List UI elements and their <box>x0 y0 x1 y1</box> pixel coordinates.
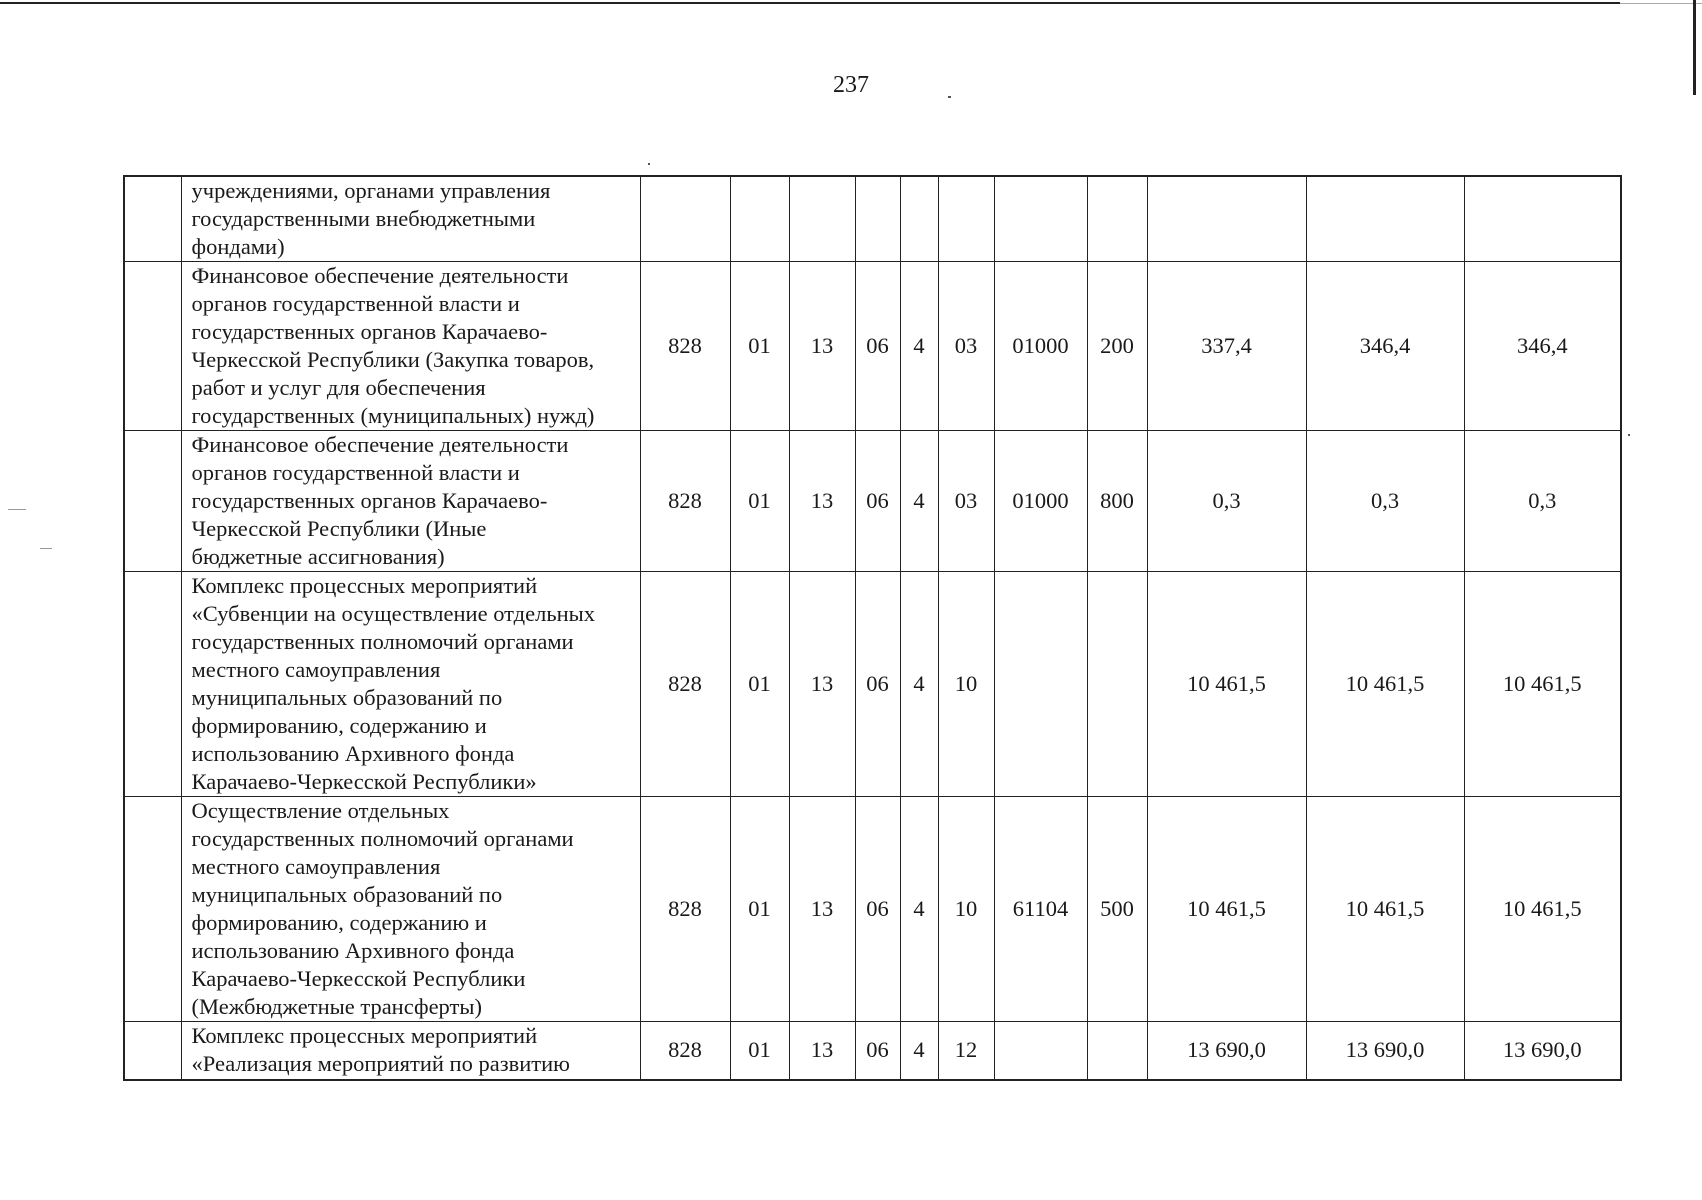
amount-year-1-cell: 337,4 <box>1147 262 1306 431</box>
amount-year-2-cell: 10 461,5 <box>1306 797 1464 1022</box>
subsection-code-cell: 13 <box>789 431 855 572</box>
row-number-cell <box>124 176 181 262</box>
item-name-line: органов государственной власти и <box>191 460 520 485</box>
subsection-code-cell: 13 <box>789 262 855 431</box>
item-name-cell <box>181 176 640 262</box>
item-name-line: муниципальных образований по <box>191 882 503 907</box>
ministry-code-cell: 828 <box>640 797 730 1022</box>
item-name-line: бюджетные ассигнования) <box>191 544 445 569</box>
direction-code-cell <box>994 176 1087 262</box>
direction-code-cell <box>994 572 1087 797</box>
item-name-line: государственных органов Карачаево- <box>191 488 548 513</box>
table-row <box>124 262 1621 431</box>
item-name-line: «Субвенции на осуществление отдельных <box>191 601 596 626</box>
expense-type-cell: 800 <box>1087 431 1147 572</box>
item-name-line: Карачаево-Черкесской Республики <box>191 966 526 991</box>
row-number-cell <box>124 431 181 572</box>
amount-year-2-cell: 13 690,0 <box>1306 1022 1464 1080</box>
top-border-line <box>0 2 1620 4</box>
item-name-line: местного самоуправления <box>191 854 441 879</box>
item-name-line: формированию, содержанию и <box>191 910 487 935</box>
amount-year-3-cell: 10 461,5 <box>1464 797 1621 1022</box>
program-code-cell: 06 <box>855 572 900 797</box>
table-row <box>124 176 1621 262</box>
page-number: 237 <box>833 72 869 98</box>
row-number-cell <box>124 572 181 797</box>
item-name-line: государственных органов Карачаево- <box>191 319 548 344</box>
amount-year-1-cell: 13 690,0 <box>1147 1022 1306 1080</box>
budget-table <box>123 175 1622 1081</box>
item-name-line: Комплекс процессных мероприятий <box>191 573 538 598</box>
item-name-line: использованию Архивного фонда <box>191 741 515 766</box>
item-name-cell <box>181 797 640 1022</box>
section-code-cell: 01 <box>730 1022 789 1080</box>
ministry-code-cell: 828 <box>640 262 730 431</box>
item-name-line: Черкесской Республики (Иные <box>191 516 487 541</box>
structure-code-cell: 12 <box>938 1022 994 1080</box>
item-name-cell <box>181 572 640 797</box>
table-row <box>124 572 1621 797</box>
amount-year-3-cell: 13 690,0 <box>1464 1022 1621 1080</box>
item-name-line: местного самоуправления <box>191 657 441 682</box>
type-code-cell: 4 <box>900 1022 938 1080</box>
item-name-line: работ и услуг для обеспечения <box>191 375 486 400</box>
type-code-cell: 4 <box>900 431 938 572</box>
amount-year-3-cell: 10 461,5 <box>1464 572 1621 797</box>
amount-year-2-cell <box>1306 176 1464 262</box>
program-code-cell <box>855 176 900 262</box>
type-code-cell: 4 <box>900 572 938 797</box>
expense-type-cell <box>1087 176 1147 262</box>
amount-year-2-cell: 0,3 <box>1306 431 1464 572</box>
section-code-cell <box>730 176 789 262</box>
item-name-line: Осуществление отдельных <box>191 798 450 823</box>
page-edge-mark <box>1693 0 1696 95</box>
amount-year-2-cell: 10 461,5 <box>1306 572 1464 797</box>
item-name-line: государственных полномочий органами <box>191 826 574 851</box>
expense-type-cell: 200 <box>1087 262 1147 431</box>
item-name-line: Карачаево-Черкесской Республики» <box>191 769 537 794</box>
type-code-cell: 4 <box>900 262 938 431</box>
item-name-line: государственными внебюджетными <box>191 206 536 231</box>
item-name-line: государственных полномочий органами <box>191 629 574 654</box>
expense-type-cell: 500 <box>1087 797 1147 1022</box>
structure-code-cell: 03 <box>938 262 994 431</box>
amount-year-1-cell <box>1147 176 1306 262</box>
expense-type-cell <box>1087 572 1147 797</box>
item-name-line: фондами) <box>191 234 285 259</box>
direction-code-cell: 01000 <box>994 262 1087 431</box>
table-row <box>124 797 1621 1022</box>
type-code-cell <box>900 176 938 262</box>
structure-code-cell: 10 <box>938 572 994 797</box>
structure-code-cell: 03 <box>938 431 994 572</box>
ministry-code-cell <box>640 176 730 262</box>
ministry-code-cell: 828 <box>640 572 730 797</box>
table-row <box>124 1022 1621 1080</box>
amount-year-1-cell: 10 461,5 <box>1147 797 1306 1022</box>
row-number-cell <box>124 262 181 431</box>
subsection-code-cell: 13 <box>789 1022 855 1080</box>
item-name-line: государственных (муниципальных) нужд) <box>191 403 595 428</box>
structure-code-cell: 10 <box>938 797 994 1022</box>
item-name-line: «Реализация мероприятий по развитию <box>191 1051 570 1076</box>
table-body <box>124 176 1621 1080</box>
item-name-line: формированию, содержанию и <box>191 713 487 738</box>
program-code-cell: 06 <box>855 262 900 431</box>
ministry-code-cell: 828 <box>640 431 730 572</box>
structure-code-cell <box>938 176 994 262</box>
program-code-cell: 06 <box>855 431 900 572</box>
item-name-cell <box>181 431 640 572</box>
item-name-line: (Межбюджетные трансферты) <box>191 994 482 1019</box>
item-name-cell <box>181 262 640 431</box>
table-row <box>124 431 1621 572</box>
scan-speck <box>1628 434 1630 436</box>
section-code-cell: 01 <box>730 431 789 572</box>
expense-type-cell <box>1087 1022 1147 1080</box>
top-border-line-faint <box>1620 3 1702 4</box>
amount-year-3-cell: 0,3 <box>1464 431 1621 572</box>
direction-code-cell: 01000 <box>994 431 1087 572</box>
section-code-cell: 01 <box>730 572 789 797</box>
amount-year-1-cell: 0,3 <box>1147 431 1306 572</box>
subsection-code-cell: 13 <box>789 572 855 797</box>
scan-speck <box>948 96 951 98</box>
item-name-line: использованию Архивного фонда <box>191 938 515 963</box>
ministry-code-cell: 828 <box>640 1022 730 1080</box>
direction-code-cell: 61104 <box>994 797 1087 1022</box>
subsection-code-cell: 13 <box>789 797 855 1022</box>
amount-year-3-cell <box>1464 176 1621 262</box>
scan-speck <box>40 548 52 549</box>
type-code-cell: 4 <box>900 797 938 1022</box>
item-name-line: Финансовое обеспечение деятельности <box>191 432 569 457</box>
scan-speck <box>648 163 650 165</box>
item-name-cell <box>181 1022 640 1080</box>
program-code-cell: 06 <box>855 797 900 1022</box>
item-name-line: органов государственной власти и <box>191 291 520 316</box>
item-name-line: Черкесской Республики (Закупка товаров, <box>191 347 595 372</box>
amount-year-2-cell: 346,4 <box>1306 262 1464 431</box>
section-code-cell: 01 <box>730 262 789 431</box>
subsection-code-cell <box>789 176 855 262</box>
item-name-line: Комплекс процессных мероприятий <box>191 1023 538 1048</box>
item-name-line: учреждениями, органами управления <box>191 178 551 203</box>
item-name-line: Финансовое обеспечение деятельности <box>191 263 569 288</box>
direction-code-cell <box>994 1022 1087 1080</box>
section-code-cell: 01 <box>730 797 789 1022</box>
program-code-cell: 06 <box>855 1022 900 1080</box>
scan-speck <box>8 509 26 510</box>
amount-year-3-cell: 346,4 <box>1464 262 1621 431</box>
row-number-cell <box>124 797 181 1022</box>
amount-year-1-cell: 10 461,5 <box>1147 572 1306 797</box>
row-number-cell <box>124 1022 181 1080</box>
item-name-line: муниципальных образований по <box>191 685 503 710</box>
